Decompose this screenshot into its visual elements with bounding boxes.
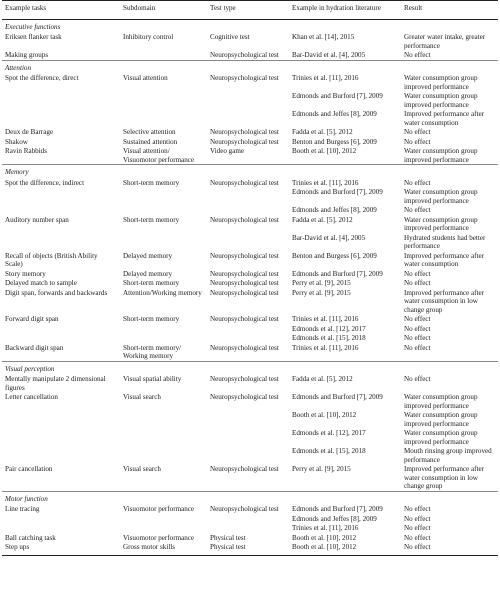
subdomain-cell bbox=[120, 187, 207, 205]
table-row bbox=[2, 333, 498, 343]
citation-cell: Booth et al. [10], 2012 bbox=[292, 533, 357, 542]
citation-cell: Bar-David et al. [4], 2005 bbox=[292, 51, 366, 59]
table-row bbox=[2, 251, 498, 269]
table-row bbox=[2, 514, 498, 524]
citation-cell: Trinies et al. [11], 2016 bbox=[292, 343, 359, 352]
result-cell: No effect bbox=[404, 375, 431, 383]
task-cell bbox=[2, 205, 120, 215]
result-cell: No effect bbox=[404, 505, 431, 513]
citation-cell: Bar-David et al. [4], 2005 bbox=[292, 233, 366, 242]
subdomain-cell bbox=[120, 205, 207, 215]
subdomain-cell bbox=[120, 514, 207, 524]
table-row bbox=[2, 392, 498, 410]
result-cell: No effect bbox=[404, 269, 431, 278]
subdomain-cell: Visual search bbox=[123, 465, 161, 473]
test-type-cell: Neuropsychological test bbox=[210, 128, 279, 136]
citation-cell: Edmonds and Jeffes [8], 2009 bbox=[292, 206, 377, 214]
task-cell: Spot the difference, direct bbox=[5, 74, 79, 82]
result-cell: No effect bbox=[404, 51, 431, 59]
test-type-cell bbox=[207, 205, 289, 215]
task-cell bbox=[2, 109, 120, 127]
task-cell: Forward digit span bbox=[5, 315, 59, 323]
subdomain-cell: Attention/Working memory bbox=[123, 288, 202, 297]
task-cell: Making groups bbox=[5, 51, 49, 59]
task-cell: Auditory number span bbox=[5, 215, 69, 224]
citation-cell: Trinies et al. [11], 2016 bbox=[292, 74, 359, 82]
result-cell: No effect bbox=[404, 533, 431, 542]
subdomain-cell: Short-term memory bbox=[123, 215, 180, 224]
task-cell bbox=[2, 428, 120, 446]
subdomain-cell bbox=[120, 523, 207, 533]
test-type-cell bbox=[207, 91, 289, 109]
task-cell bbox=[2, 446, 120, 464]
citation-cell: Edmonds and Jeffes [8], 2009 bbox=[292, 110, 377, 118]
table-row bbox=[2, 278, 498, 288]
table-row bbox=[2, 324, 498, 334]
hydration-cognition-table bbox=[2, 0, 498, 556]
citation-cell: Perry et al. [9], 2015 bbox=[292, 279, 351, 287]
citation-cell: Edmonds et al. [12], 2017 bbox=[292, 324, 366, 333]
task-cell: Line tracing bbox=[5, 505, 40, 513]
subdomain-cell: Delayed memory bbox=[123, 269, 173, 278]
citation-cell: Edmonds and Burford [7], 2009 bbox=[292, 269, 383, 278]
table-row bbox=[2, 314, 498, 324]
test-type-cell bbox=[207, 523, 289, 533]
citation-cell: Benton and Burgess [6], 2009 bbox=[292, 251, 377, 260]
citation-cell: Fadda et al. [5], 2012 bbox=[292, 128, 353, 136]
test-type-cell: Physical test bbox=[207, 542, 289, 555]
result-cell: Water consumption group improved performance bbox=[404, 215, 478, 232]
test-type-cell bbox=[207, 514, 289, 524]
section-title: Motor function bbox=[2, 491, 498, 504]
section-title: Memory bbox=[2, 165, 498, 178]
table-row bbox=[2, 533, 498, 543]
result-cell: No effect bbox=[404, 178, 431, 187]
result-cell: Water consumption group improved performance bbox=[404, 74, 478, 91]
section-row bbox=[2, 491, 498, 504]
citation-cell: Edmonds and Burford [7], 2009 bbox=[292, 92, 383, 100]
task-cell: Mentally manipulate 2 dimensional figures bbox=[5, 375, 106, 392]
test-type-cell: Neuropsychological test bbox=[210, 375, 279, 383]
citation-cell: Perry et al. [9], 2015 bbox=[292, 465, 351, 473]
table-row bbox=[2, 542, 498, 555]
test-type-cell: Physical test bbox=[210, 533, 246, 542]
result-cell: Water consumption group improved performance bbox=[404, 429, 478, 446]
table-header bbox=[2, 1, 498, 20]
test-type-cell bbox=[207, 410, 289, 428]
result-cell: Hydrated students had better performance bbox=[404, 233, 486, 250]
subdomain-cell bbox=[120, 50, 207, 60]
subdomain-cell bbox=[120, 446, 207, 464]
citation-cell: Edmonds and Burford [7], 2009 bbox=[292, 393, 383, 401]
test-type-cell: Neuropsychological test bbox=[210, 51, 279, 59]
task-cell: Shakow bbox=[5, 137, 28, 146]
result-cell: Improved performance after water consumption in low change group bbox=[404, 465, 484, 490]
subdomain-cell: Selective attention bbox=[123, 128, 176, 136]
subdomain-cell: Short-term memory bbox=[123, 279, 180, 287]
citation-cell: Edmonds et al. [12], 2017 bbox=[292, 429, 366, 437]
result-cell: Water consumption group improved performance bbox=[404, 411, 478, 428]
test-type-cell bbox=[207, 428, 289, 446]
test-type-cell bbox=[207, 333, 289, 343]
table-body bbox=[2, 19, 498, 555]
section-title: Visual perception bbox=[2, 361, 498, 374]
result-cell: Water consumption group improved performance bbox=[404, 393, 478, 410]
task-cell: Digit span, forwards and backwards bbox=[5, 288, 108, 297]
result-cell: No effect bbox=[404, 137, 431, 146]
section-row bbox=[2, 165, 498, 178]
citation-cell: Trinies et al. [11], 2016 bbox=[292, 178, 359, 187]
task-cell: Deux de Barrage bbox=[5, 128, 54, 136]
subdomain-cell bbox=[120, 428, 207, 446]
task-cell: Ravin Rabbids bbox=[5, 147, 47, 155]
task-cell bbox=[2, 233, 120, 251]
result-cell: No effect bbox=[404, 315, 431, 323]
subdomain-cell: Short-term memory bbox=[123, 178, 180, 187]
result-cell: No effect bbox=[404, 524, 431, 532]
subdomain-cell bbox=[120, 233, 207, 251]
test-type-cell: Neuropsychological test bbox=[210, 215, 279, 224]
citation-cell: Edmonds et al. [15], 2018 bbox=[292, 447, 366, 455]
section-row bbox=[2, 19, 498, 32]
section-row bbox=[2, 60, 498, 73]
header-row bbox=[2, 1, 498, 20]
header-example-tasks: Example tasks bbox=[2, 1, 120, 20]
task-cell bbox=[2, 514, 120, 524]
header-example-literature: Example in hydration literature bbox=[289, 1, 401, 20]
task-cell: Eriksen flanker task bbox=[5, 33, 62, 41]
subdomain-cell bbox=[120, 324, 207, 334]
citation-cell: Edmonds et al. [15], 2018 bbox=[292, 334, 366, 342]
task-cell bbox=[2, 523, 120, 533]
table-row bbox=[2, 109, 498, 127]
table-row bbox=[2, 32, 498, 50]
table-row bbox=[2, 428, 498, 446]
task-cell bbox=[2, 324, 120, 334]
task-cell: Backward digit span bbox=[5, 343, 64, 352]
citation-cell: Trinies et al. [11], 2016 bbox=[292, 524, 359, 532]
table-row bbox=[2, 464, 498, 491]
subdomain-cell: Short-term memory/ Working memory bbox=[123, 343, 182, 360]
table-row bbox=[2, 73, 498, 91]
test-type-cell: Neuropsychological test bbox=[210, 279, 279, 287]
citation-cell: Fadda et al. [5], 2012 bbox=[292, 375, 353, 383]
result-cell: No effect bbox=[404, 343, 431, 352]
result-cell: Water consumption group improved performance bbox=[404, 92, 478, 109]
subdomain-cell: Visual attention bbox=[123, 74, 168, 82]
subdomain-cell: Visual attention/ Visuomotor performance bbox=[123, 147, 195, 164]
subdomain-cell bbox=[120, 91, 207, 109]
table-row bbox=[2, 288, 498, 315]
table-row bbox=[2, 205, 498, 215]
task-cell: Letter cancellation bbox=[5, 393, 58, 401]
subdomain-cell: Delayed memory bbox=[123, 251, 173, 260]
result-cell: No effect bbox=[404, 128, 431, 136]
table-row bbox=[2, 187, 498, 205]
subdomain-cell: Visual spatial ability bbox=[123, 375, 182, 383]
task-cell bbox=[2, 410, 120, 428]
citation-cell: Booth et al. [10], 2012 bbox=[292, 411, 357, 419]
task-cell: Pair cancellation bbox=[5, 465, 53, 473]
test-type-cell bbox=[207, 233, 289, 251]
result-cell: No effect bbox=[404, 279, 431, 287]
citation-cell: Edmonds and Burford [7], 2009 bbox=[292, 505, 383, 513]
table-row bbox=[2, 374, 498, 392]
table-row bbox=[2, 523, 498, 533]
test-type-cell: Neuropsychological test bbox=[210, 465, 279, 473]
test-type-cell bbox=[207, 324, 289, 334]
section-row bbox=[2, 361, 498, 374]
citation-cell: Edmonds and Burford [7], 2009 bbox=[292, 188, 383, 196]
test-type-cell: Neuropsychological test bbox=[210, 137, 279, 146]
result-cell: No effect bbox=[401, 542, 498, 555]
result-cell: Improved performance after water consumption bbox=[404, 251, 484, 268]
task-cell: Delayed match to sample bbox=[5, 279, 77, 287]
citation-cell: Khan et al. [14], 2015 bbox=[292, 33, 355, 41]
header-test-type: Test type bbox=[207, 1, 289, 20]
result-cell: No effect bbox=[404, 514, 431, 523]
table-row bbox=[2, 178, 498, 188]
subdomain-cell: Gross motor skills bbox=[120, 542, 207, 555]
result-cell: No effect bbox=[404, 334, 431, 342]
test-type-cell: Neuropsychological test bbox=[210, 393, 279, 401]
citation-cell: Perry et al. [9], 2015 bbox=[292, 288, 351, 297]
test-type-cell: Neuropsychological test bbox=[210, 315, 279, 323]
task-cell: Step ups bbox=[2, 542, 120, 555]
citation-cell: Benton and Burgess [6], 2009 bbox=[292, 137, 377, 146]
task-cell: Spot the difference, indirect bbox=[5, 178, 85, 187]
table-row bbox=[2, 50, 498, 60]
subdomain-cell bbox=[120, 109, 207, 127]
task-cell bbox=[2, 91, 120, 109]
citation-cell: Booth et al. [10], 2012 bbox=[289, 542, 401, 555]
subdomain-cell: Sustained attention bbox=[123, 137, 178, 146]
subdomain-cell: Visuomotor performance bbox=[123, 505, 195, 513]
table-row bbox=[2, 410, 498, 428]
table-row bbox=[2, 215, 498, 233]
result-cell: No effect bbox=[404, 206, 431, 214]
subdomain-cell: Inhibitory control bbox=[123, 33, 174, 41]
header-subdomain: Subdomain bbox=[120, 1, 207, 20]
test-type-cell: Neuropsychological test bbox=[210, 288, 279, 297]
table-row bbox=[2, 343, 498, 362]
subdomain-cell: Visual search bbox=[123, 393, 161, 401]
table-row bbox=[2, 446, 498, 464]
task-cell bbox=[2, 187, 120, 205]
result-cell: Improved performance after water consumption in low change group bbox=[404, 288, 484, 314]
test-type-cell: Video game bbox=[210, 147, 245, 155]
result-cell: Water consumption group improved performance bbox=[404, 188, 478, 205]
subdomain-cell: Visuomotor performance bbox=[123, 533, 195, 542]
header-result: Result bbox=[401, 1, 498, 20]
result-cell: Greater water intake, greater performance bbox=[404, 33, 486, 50]
task-cell: Recall of objects (British Ability Scale) bbox=[5, 251, 98, 268]
result-cell: No effect bbox=[404, 324, 431, 333]
citation-cell: Trinies et al. [11], 2016 bbox=[292, 315, 359, 323]
table-row bbox=[2, 504, 498, 514]
table-row bbox=[2, 233, 498, 251]
test-type-cell: Neuropsychological test bbox=[210, 505, 279, 513]
result-cell: Water consumption group improved performance bbox=[404, 147, 478, 164]
test-type-cell: Neuropsychological test bbox=[210, 74, 279, 82]
test-type-cell bbox=[207, 446, 289, 464]
test-type-cell bbox=[207, 187, 289, 205]
section-title: Attention bbox=[2, 60, 498, 73]
table-row bbox=[2, 91, 498, 109]
table-row bbox=[2, 146, 498, 165]
citation-cell: Edmonds and Jeffes [8], 2009 bbox=[292, 514, 377, 523]
test-type-cell: Neuropsychological test bbox=[210, 343, 279, 352]
task-cell: Ball catching task bbox=[5, 533, 56, 542]
subdomain-cell: Short-term memory bbox=[123, 315, 180, 323]
table-row bbox=[2, 269, 498, 279]
table-row bbox=[2, 127, 498, 137]
section-title: Executive functions bbox=[5, 22, 61, 31]
table-row bbox=[2, 137, 498, 147]
result-cell: Improved performance after water consumption bbox=[404, 110, 484, 127]
subdomain-cell bbox=[120, 410, 207, 428]
subdomain-cell bbox=[120, 333, 207, 343]
task-cell bbox=[2, 333, 120, 343]
test-type-cell: Cognitive test bbox=[210, 33, 250, 41]
test-type-cell: Neuropsychological test bbox=[210, 269, 279, 278]
task-cell: Story memory bbox=[5, 269, 46, 278]
result-cell: Mouth rinsing group improved performance bbox=[404, 447, 492, 464]
test-type-cell: Neuropsychological test bbox=[210, 251, 279, 260]
test-type-cell: Neuropsychological test bbox=[210, 178, 279, 187]
citation-cell: Booth et al. [10], 2012 bbox=[292, 147, 357, 155]
citation-cell: Fadda et al. [5], 2012 bbox=[292, 215, 353, 224]
test-type-cell bbox=[207, 109, 289, 127]
